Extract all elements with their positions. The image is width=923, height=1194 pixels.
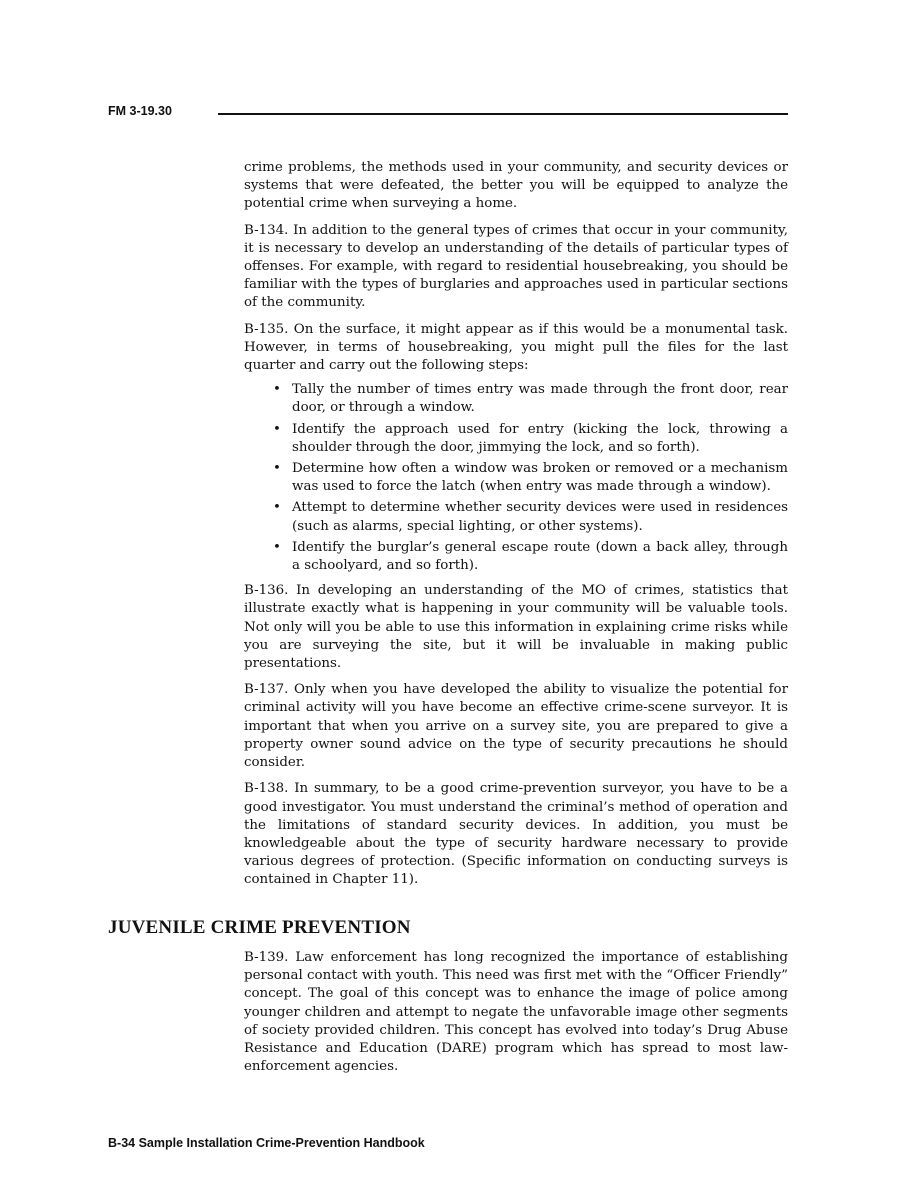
paragraph-b-138: B-138. In summary, to be a good crime-prevention surveyor, you have to be a good investigator. You must understand the criminal’s method of operation and the limitations of standard security devices. In addition, you must be knowledgeable about the type of security hardware necessary to provide various degrees of protection. (Specific information on conducting surveys is contained in Chapter 11). xyxy=(244,781,788,888)
paragraph-continued: crime problems, the methods used in your community, and security devices or systems that were defeated, the better you will be equipped to analyze the potential crime when surveying a home. xyxy=(244,160,788,212)
paragraph-b-137: B-137. Only when you have developed the ability to visualize the potential for criminal activity will you have become an effective crime-scene surveyor. It is important that when you arrive on a survey site, you are prepared to give a property owner sound advice on the type of security precautions he should consider. xyxy=(244,682,788,771)
list-item: • Identify the burglar’s general escape route (down a back alley, through a schoolyard, and so forth). xyxy=(292,539,788,575)
list-item: • Attempt to determine whether security devices were used in residences (such as alarms, special lighting, or other systems). xyxy=(292,499,788,535)
body-text xyxy=(244,159,788,898)
list-item: • Identify the approach used for entry (kicking the lock, throwing a shoulder through the door, jimmying the lock, and so forth). xyxy=(292,421,788,457)
paragraph-b-135: B-135. On the surface, it might appear as if this would be a monumental task. However, in terms of housebreaking, you might pull the files for the last quarter and carry out the following steps: xyxy=(244,321,788,374)
header-rule xyxy=(218,113,788,115)
paragraph-b-134: B-134. In addition to the general types of crimes that occur in your community, it is necessary to develop an understanding of the details of particular types of offenses. For example, with regard to residential housebreaking, you should be familiar with the types of burglaries and approaches used in particular sections of the community. xyxy=(244,222,788,311)
running-header: FM 3-19.30 xyxy=(108,104,172,118)
list-item: • Determine how often a window was broken or removed or a mechanism was used to force the latch (when entry was made through a window). xyxy=(292,460,788,496)
list-item: • Tally the number of times entry was made through the front door, rear door, or through a window. xyxy=(292,381,788,417)
section-body xyxy=(244,949,788,1084)
section-heading: JUVENILE CRIME PREVENTION xyxy=(108,917,411,938)
paragraph-b-136: B-136. In developing an understanding of the MO of crimes, statistics that illustrate exactly what is happening in your community will be valuable tools. Not only will you be able to use this information in explaining crime risks while you are surveying the site, but it will be invaluable in making public presentations. xyxy=(244,583,788,672)
steps-list xyxy=(244,381,788,575)
paragraph-b-139: B-139. Law enforcement has long recognized the importance of establishing personal contact with youth. This need was first met with the “Officer Friendly” concept. The goal of this concept was to enhance the image of police among younger children and attempt to negate the unfavorable image other segments of society provided children. This concept has evolved into today’s Drug Abuse Resistance and Education (DARE) program which has spread to most law-enforcement agencies. xyxy=(244,950,788,1075)
running-footer: B-34 Sample Installation Crime-Prevention Handbook xyxy=(108,1136,425,1150)
